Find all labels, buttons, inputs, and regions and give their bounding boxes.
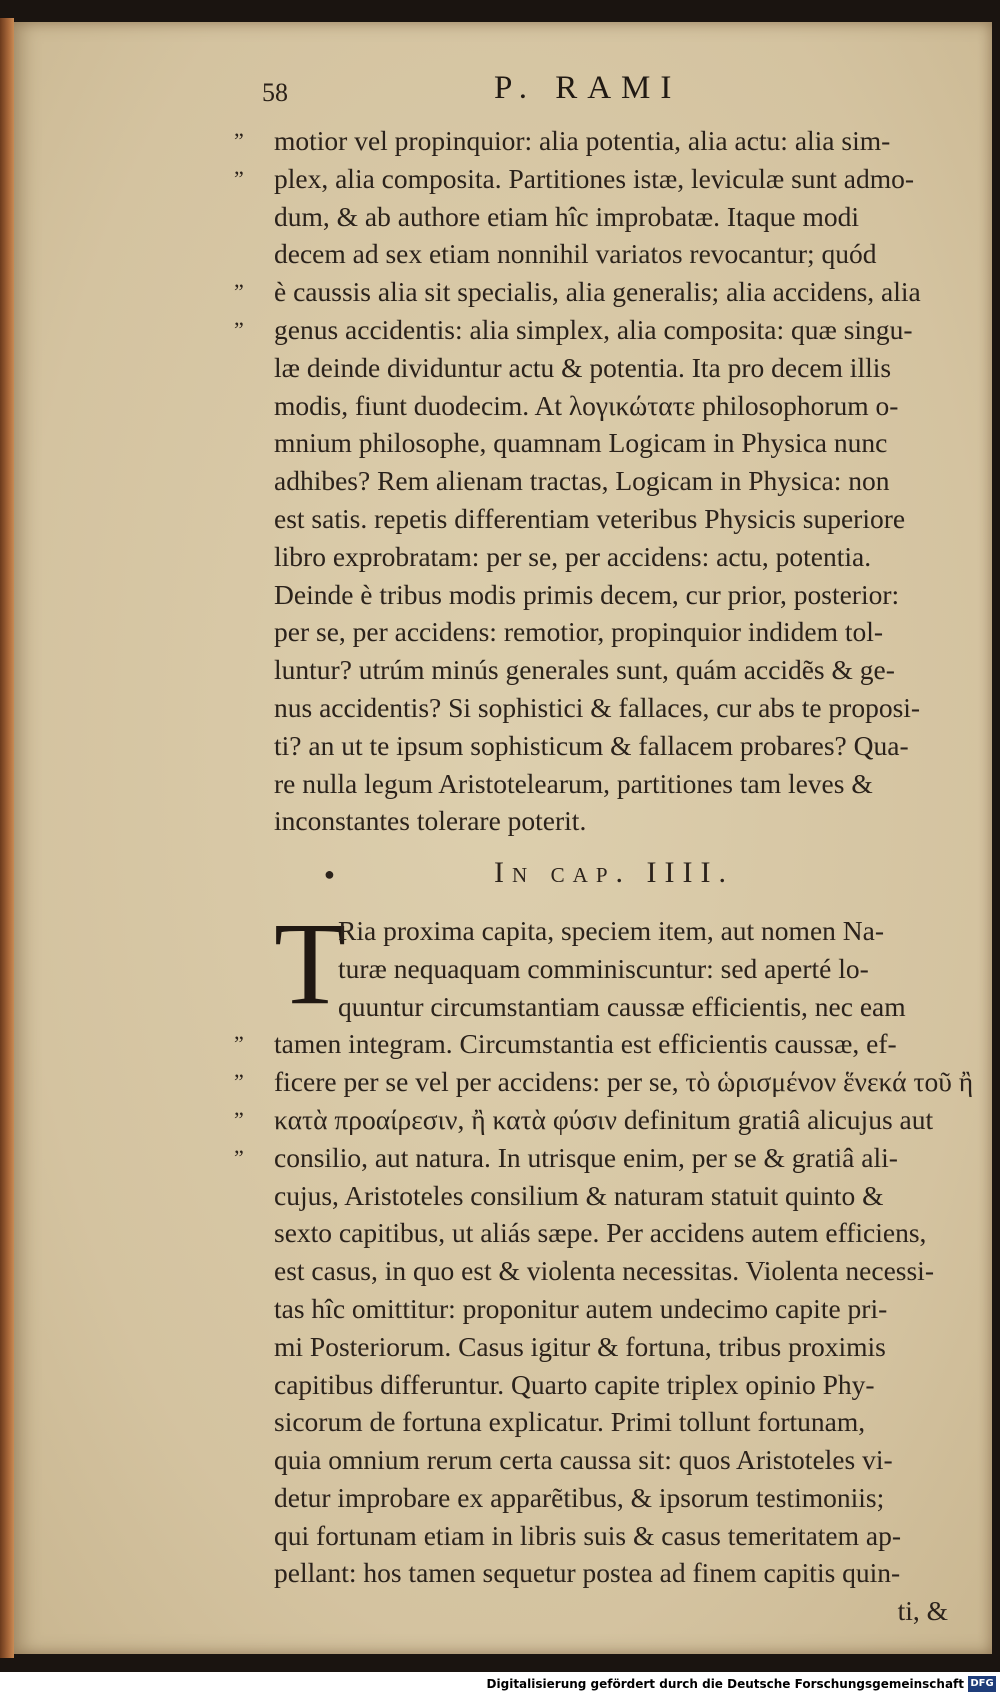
- line-text: ficere per se vel per accidens: per se, τὸ ὡρισμένον ἕνεκά τοῦ ἢ: [274, 1066, 974, 1098]
- text-line: Ria proxima capita, speciem item, aut nomen Na-: [338, 914, 884, 946]
- page-header: [14, 52, 992, 112]
- section-heading: [274, 854, 954, 892]
- text-line: [274, 462, 954, 500]
- line-text: pellant: hos tamen sequetur postea ad finem capitis quin-: [274, 1557, 901, 1589]
- line-text: sicorum de fortuna explicatur. Primi tollunt fortunam,: [274, 1406, 866, 1438]
- text-line: [234, 311, 954, 349]
- text-line: [234, 160, 954, 198]
- text-line: [274, 765, 954, 803]
- margin-quote-mark: ”: [234, 1106, 244, 1132]
- text-line: [274, 651, 954, 689]
- text-line: [234, 1101, 954, 1139]
- line-text: quia omnium rerum certa caussa sit: quos Aristoteles vi-: [274, 1444, 893, 1476]
- margin-quote-mark: ”: [234, 279, 244, 305]
- text-line: [274, 349, 954, 387]
- line-text: genus accidentis: alia simplex, alia composita: quæ singu-: [274, 313, 913, 345]
- section-heading-text: In cap. IIII.: [494, 856, 734, 890]
- text-line: [274, 1403, 954, 1441]
- text-line: [274, 1328, 954, 1366]
- text-line: [274, 1479, 954, 1517]
- line-text: adhibes? Rem alienam tractas, Logicam in Physica: non: [274, 465, 890, 497]
- text-line: [274, 1366, 954, 1404]
- line-text: per se, per accidens: remotior, propinquior indidem tol-: [274, 616, 884, 648]
- line-text: modis, fiunt duodecim. At λογικώτατε philosophorum o-: [274, 389, 899, 421]
- line-text: tamen integram. Circumstantia est efficientis caussæ, ef-: [274, 1028, 897, 1060]
- line-text: ti? an ut te ipsum sophisticum & fallacem probares? Qua-: [274, 729, 909, 761]
- line-text: læ deinde dividuntur actu & potentia. Ita pro decem illis: [274, 351, 892, 383]
- paragraph-before: [234, 122, 954, 840]
- line-text: nus accidentis? Si sophistici & fallaces, cur abs te proposi-: [274, 691, 921, 723]
- line-text: libro exprobratam: per se, per accidens: actu, potentia.: [274, 540, 872, 572]
- book-page: [14, 22, 992, 1654]
- text-line: [274, 576, 954, 614]
- dropcap-paragraph: [274, 897, 954, 1029]
- line-text: è caussis alia sit specialis, alia generalis; alia accidens, alia: [274, 276, 921, 308]
- text-line: [274, 1441, 954, 1479]
- line-text: capitibus differuntur. Quarto capite triplex opinio Phy-: [274, 1368, 875, 1400]
- line-text: mnium philosophe, quamnam Logicam in Physica nunc: [274, 427, 888, 459]
- text-line: [274, 1517, 954, 1555]
- text-line: [274, 387, 954, 425]
- text-line: [274, 235, 954, 273]
- line-text: mi Posteriorum. Casus igitur & fortuna, tribus proximis: [274, 1330, 886, 1362]
- ornament-icon: ●: [324, 864, 335, 885]
- dfg-logo: DFG: [968, 1676, 996, 1692]
- funding-credit: Digitalisierung gefördert durch die Deutsche Forschungsgemeinschaft: [486, 1677, 964, 1691]
- text-line: [274, 1290, 954, 1328]
- text-line: [234, 1063, 974, 1101]
- text-line: quuntur circumstantiam caussæ efficientis, nec eam: [338, 990, 906, 1022]
- drop-capital: T: [274, 897, 347, 1029]
- text-line: turæ nequaquam comminiscuntur: sed aperté lo-: [338, 952, 869, 984]
- text-line: [274, 802, 954, 840]
- line-text: dum, & ab authore etiam hîc improbatæ. Itaque modi: [274, 200, 859, 232]
- text-line: [274, 727, 954, 765]
- running-head: P. RAMI: [494, 70, 682, 106]
- margin-quote-mark: ”: [234, 128, 244, 153]
- line-text: decem ad sex etiam nonnihil variatos revocantur; quód: [274, 238, 877, 270]
- line-text: tas hîc omittitur: proponitur autem undecimo capite pri-: [274, 1292, 888, 1324]
- line-text: κατὰ προαίρεσιν, ἢ κατὰ φύσιν definitum gratiâ alicujus aut: [274, 1103, 934, 1135]
- line-text: sexto capitibus, ut aliás sæpe. Per accidens autem efficiens,: [274, 1217, 927, 1249]
- line-text: inconstantes tolerare poterit.: [274, 805, 587, 837]
- catchword: ti, &: [897, 1595, 948, 1627]
- margin-quote-mark: ”: [234, 1031, 244, 1057]
- line-text: est casus, in quo est & violenta necessitas. Violenta necessi-: [274, 1255, 934, 1287]
- paragraph-after: [234, 1025, 974, 1592]
- page-number: 58: [262, 78, 288, 107]
- text-line: [234, 122, 954, 160]
- text-line: [234, 1025, 954, 1063]
- footer-bar: [0, 1672, 1000, 1699]
- line-text: cujus, Aristoteles consilium & naturam statuit quinto &: [274, 1179, 884, 1211]
- text-line: [274, 613, 954, 651]
- text-line: [274, 689, 954, 727]
- text-line: [274, 424, 954, 462]
- body-text: [234, 122, 974, 1630]
- line-text: plex, alia composita. Partitiones istæ, leviculæ sunt admo-: [274, 162, 915, 194]
- text-line: [274, 1177, 954, 1215]
- margin-quote-mark: ”: [234, 1069, 244, 1095]
- page-edge: [0, 18, 14, 1658]
- line-text: est satis. repetis differentiam veteribus Physicis superiore: [274, 502, 906, 534]
- line-text: qui fortunam etiam in libris suis & casus temeritatem ap-: [274, 1519, 902, 1551]
- margin-quote-mark: ”: [234, 1144, 244, 1170]
- line-text: re nulla legum Aristotelearum, partitiones tam leves &: [274, 767, 873, 799]
- text-line: [274, 1214, 954, 1252]
- text-line: [234, 1139, 954, 1177]
- text-line: [274, 198, 954, 236]
- text-line: [234, 273, 954, 311]
- text-line: [274, 1554, 954, 1592]
- margin-quote-mark: ”: [234, 165, 244, 191]
- text-line: [274, 538, 954, 576]
- line-text: detur improbare ex apparẽtibus, & ipsorum testimoniis;: [274, 1481, 885, 1513]
- line-text: Deinde è tribus modis primis decem, cur prior, posterior:: [274, 578, 900, 610]
- text-line: [274, 1252, 954, 1290]
- margin-quote-mark: ”: [234, 316, 244, 342]
- line-text: consilio, aut natura. In utrisque enim, per se & gratiâ ali-: [274, 1141, 898, 1173]
- text-line: [274, 500, 954, 538]
- line-text: luntur? utrúm minús generales sunt, quám accidẽs & ge-: [274, 654, 895, 686]
- line-text: motior vel propinquior: alia potentia, alia actu: alia sim-: [274, 125, 891, 156]
